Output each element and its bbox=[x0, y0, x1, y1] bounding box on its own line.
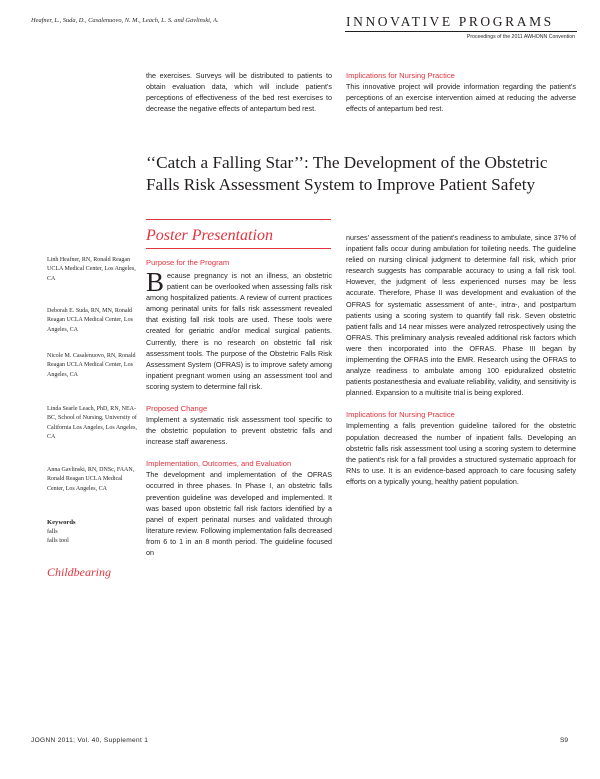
author-2: Deborah E. Suda, RN, MN, Ronald Reagan UCLA Medical Center, Los Angeles, CA bbox=[47, 308, 133, 333]
change-text: Implement a systematic risk assessment tool specific to the obstetric population to prevent obstetric falls and increase staff awareness. bbox=[146, 415, 332, 447]
previous-article-tail bbox=[146, 70, 332, 114]
previous-implications-text: This innovative project will provide information regarding the patient's perceptions of an exercise intervention aimed at reducing the adverse effects of antepartum bed rest. bbox=[346, 82, 576, 114]
category-label: Childbearing bbox=[47, 565, 112, 579]
header-rule bbox=[345, 31, 577, 32]
change-heading: Proposed Change bbox=[146, 404, 208, 414]
previous-article-tail-text: the exercises. Surveys will be distributed to patients to obtain evaluation data, which will include patient's perceptions of effectiveness of the bed rest exercises to decrease the negative effects of antepartum bed rest. bbox=[146, 71, 332, 114]
author-1: Linh Heafner, RN, Ronald Reagan UCLA Medical Center, Los Angeles, CA bbox=[47, 257, 136, 282]
purpose-text bbox=[146, 267, 332, 392]
implementation-heading: Implementation, Outcomes, and Evaluation bbox=[146, 459, 292, 469]
author-3: Nicole M. Casalenuovo, RN, Ronald Reagan UCLA Medical Center, Los Angeles, CA bbox=[47, 353, 136, 378]
implications-text: Implementing a falls prevention guideline tailored for the obstetric population decreased the number of inpatient falls. Developing an obstetric falls risk assessment tool using a scoring system to determine the patient's risk for a fall provides a structured systematic approach for RNs to use. It is an evidence-based approach to care focusing safety efforts on a typically young, healthy patient population. bbox=[346, 421, 576, 486]
title-rule bbox=[146, 219, 331, 220]
footer-citation: JOGNN 2011; Vol. 40, Supplement 1 bbox=[31, 737, 149, 744]
footer-page-number: S9 bbox=[560, 737, 569, 744]
drop-cap: B bbox=[146, 267, 165, 297]
previous-implications-heading: Implications for Nursing Practice bbox=[346, 71, 455, 80]
journal-section-title: INNOVATIVE PROGRAMS bbox=[346, 14, 554, 29]
author-4: Linda Searle Leach, PhD, RN, NEA-BC, School of Nursing, University of California Los Angeles, Los Angeles, CA bbox=[47, 406, 137, 440]
purpose-body: ecause pregnancy is not an illness, an obstetric patient can be overlooked when assessing falls risk among hospitalized patients. A review of current practices among perinatal units for falls risk assessment revealed that existing fall risk tools are used. These tools were created for geriatric and/or medical surgical patients. Currently, there is no research on obstetric fall risk assessment tools. The purpose of the Obstetric Falls Risk Assessment System (OFRAS) is to improve safety among inpatient pregnant women using an assessment tool and scoring system to determine fall risk. bbox=[146, 271, 332, 391]
presentation-rule bbox=[146, 248, 331, 249]
keywords-list bbox=[47, 528, 69, 545]
presentation-type: Poster Presentation bbox=[146, 227, 273, 244]
implementation-text: The development and implementation of the OFRAS occurred in three phases. In Phase I, an obstetric falls prevention guideline was developed and implemented. It was based upon obstetric fall risk factors identified by a panel of expert perinatal nurses and validated through literature review. Following implementation falls decreased from 6 to 1 in an 8 month period. The guideline focused on bbox=[146, 470, 332, 557]
keywords-label: Keywords bbox=[47, 519, 76, 526]
implementation-continued-text: nurses' assessment of the patient's readiness to ambulate, since 37% of inpatient falls occur during ambulation for toileting needs. The guideline relied on nursing clinical judgment to determine fall risk, which prior research suggests has comparable accuracy to using a fall risk tool. However, the judgment of less experienced nurses may be less accurate. Therefore, Phase II was development and evaluation of the OFRAS for systematic assessment of ante-, intra-, and postpartum patients using a scoring system to quantify fall risk. Seven obstetric patient falls and 14 near misses were analyzed retrospectively using the OFRAS. This preliminary analysis revealed additional risk factors which were then incorporated into the OFRAS. Phase III began by implementing the OFRAS into the EMR. Research using the OFRAS to analyze readiness to ambulate among 100 epiduralized obstetric patients postanesthesia and evaluate reliability, validity, and sensitivity is planned. Expansion to a multisite trial is being explored. bbox=[346, 233, 576, 398]
keyword: falls tool bbox=[47, 536, 69, 544]
article-column-right bbox=[346, 232, 576, 487]
keyword: falls bbox=[47, 528, 58, 535]
article-title: ‘‘Catch a Falling Star’’: The Development of the Obstetric Falls Risk Assessment System to Improve Patient Safety bbox=[146, 153, 548, 194]
article-column-left bbox=[146, 257, 332, 558]
proceedings-line: Proceedings of the 2011 AWHONN Convention bbox=[466, 34, 575, 40]
previous-article-implications bbox=[346, 70, 576, 114]
implications-heading: Implications for Nursing Practice bbox=[346, 410, 455, 420]
purpose-heading: Purpose for the Program bbox=[146, 258, 230, 267]
running-head-authors: Heafner, L., Suda, D., Casalenuovo, N. M., Leach, L. S. and Gavlinski, A. bbox=[31, 17, 219, 24]
author-5: Anna Gavlinski, RN, DNSc, FAAN, Ronald Reagan UCLA Medical Center, Los Angeles, CA bbox=[47, 467, 135, 492]
